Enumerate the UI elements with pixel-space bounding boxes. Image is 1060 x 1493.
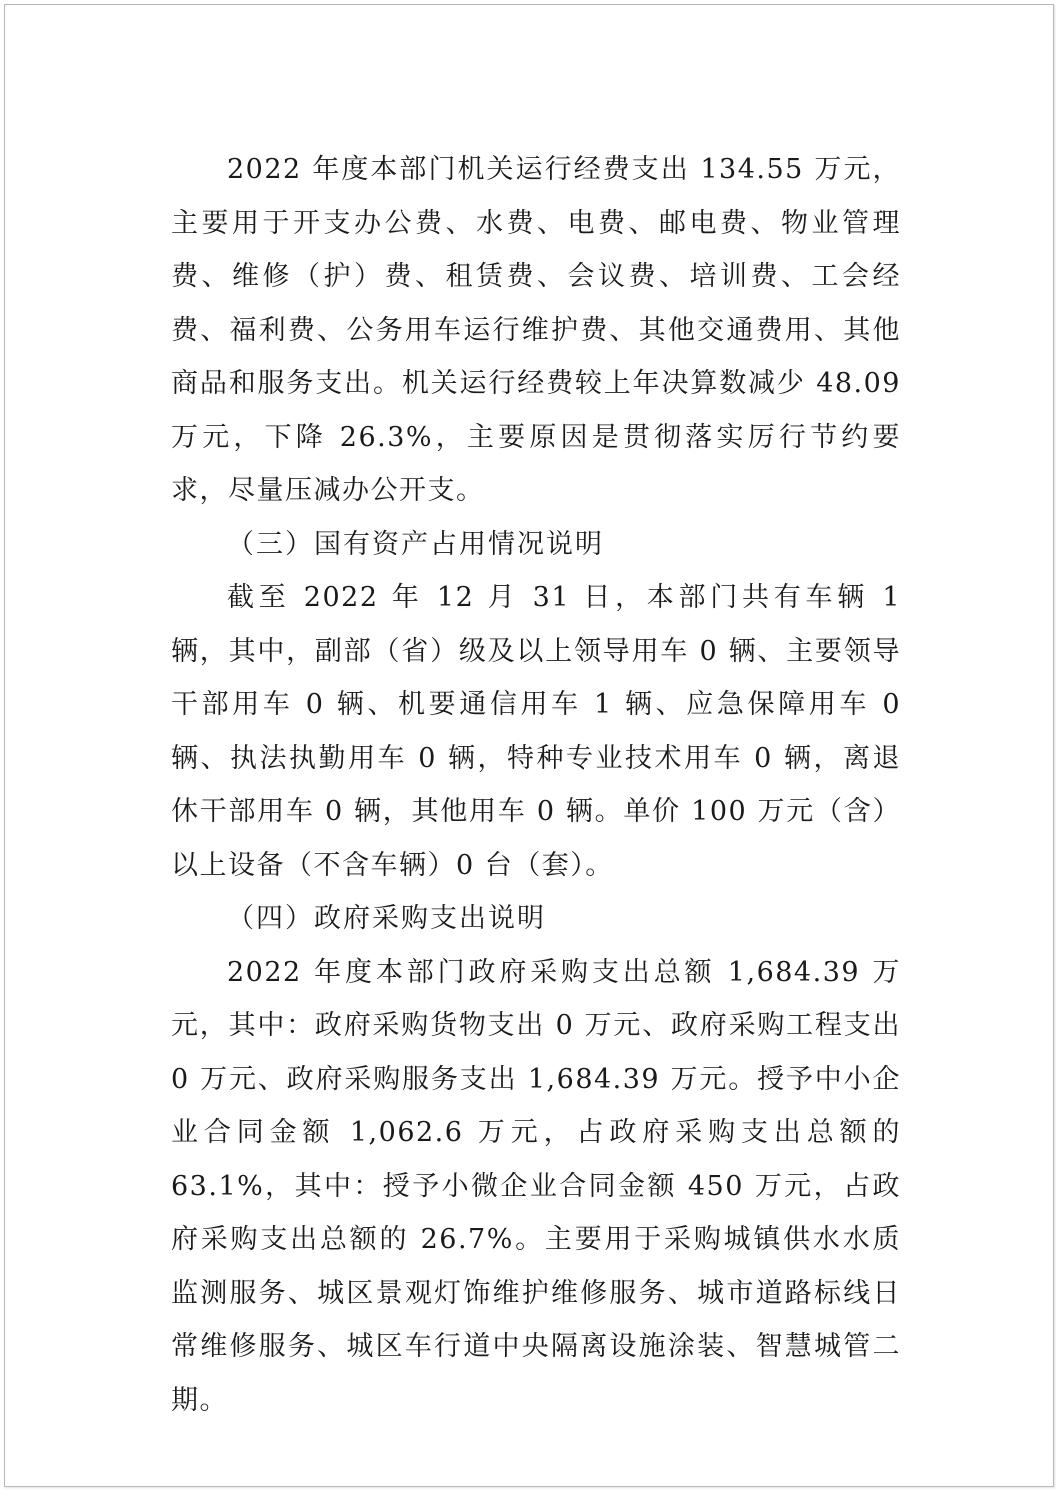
section-heading-procurement: （四）政府采购支出说明	[227, 903, 546, 934]
document-body	[171, 143, 901, 1427]
paragraph-state-assets: 截至 2022 年 12 月 31 日，本部门共有车辆 1 辆，其中，副部（省）级及以上领导用车 0 辆、主要领导干部用车 0 辆、机要通信用车 1 辆、应急保障用车 0 辆、执法执勤用车 0 辆，特种专业技术用车 0 辆，离退休干部用车 0 辆，其他用车 0 辆。单价 100 万元（含）以上设备（不含车辆）0 台（套）。	[171, 582, 901, 881]
paragraph-operating-expenses: 2022 年度本部门机关运行经费支出 134.55 万元，主要用于开支办公费、水费、电费、邮电费、物业管理费、维修（护）费、租赁费、会议费、培训费、工会经费、福利费、公务用车运行维护费、其他交通费用、其他商品和服务支出。机关运行经费较上年决算数减少 48.09 万元，下降 26.3%，主要原因是贯彻落实厉行节约要求，尽量压减办公开支。	[171, 154, 901, 506]
paragraph-procurement: 2022 年度本部门政府采购支出总额 1,684.39 万元，其中：政府采购货物支出 0 万元、政府采购工程支出 0 万元、政府采购服务支出 1,684.39 万元。授予中小企业合同金额 1,062.6 万元，占政府采购支出总额的 63.1%，其中：授予小微企业合同金额 450 万元，占政府采购支出总额的 26.7%。主要用于采购城镇供水水质监测服务、城区景观灯饰维护维修服务、城市道路标线日常维修服务、城区车行道中央隔离设施涂装、智慧城管二期。	[171, 956, 901, 1416]
document-page	[4, 4, 1054, 1487]
section-heading-state-assets: （三）国有资产占用情况说明	[227, 528, 604, 560]
